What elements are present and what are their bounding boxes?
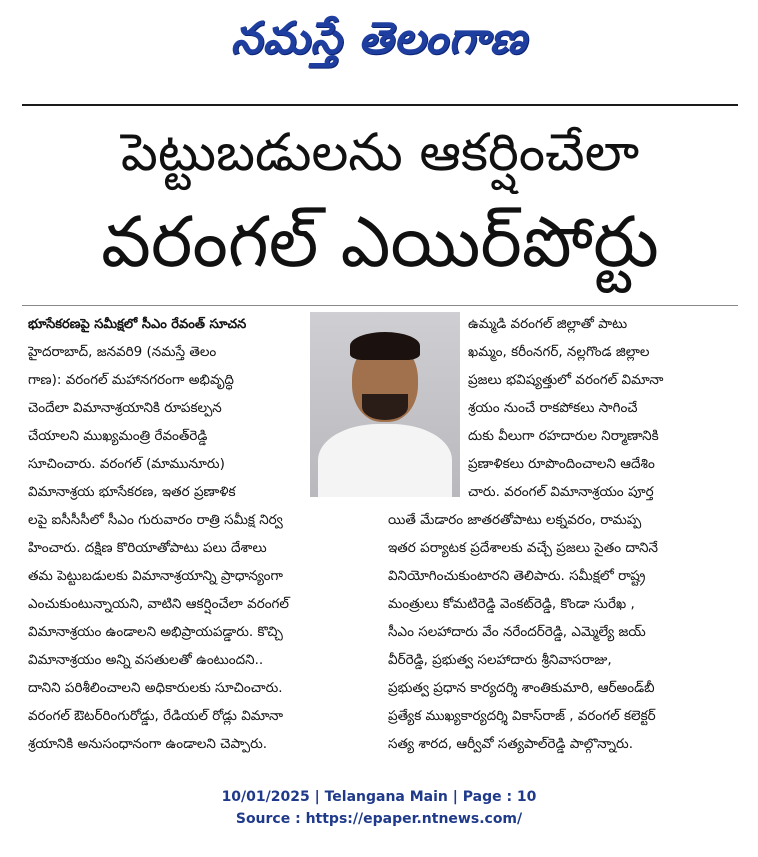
article-column-right <box>388 506 730 758</box>
text-line: లపై ఐసీసీసీలో సీఎం గురువారం రాత్రి సమీక్ష నిర్వ <box>28 512 283 528</box>
text-line: ప్రజలు భవిష్యత్తులో వరంగల్ విమానా <box>468 372 664 388</box>
text-line: చెందేలా విమానాశ్రయానికి రూపకల్పన <box>28 400 222 416</box>
newspaper-logo: నమస్తే తెలంగాణ <box>230 13 528 64</box>
subheading: భూసేకరణపై సమీక్షలో సీఎం రేవంత్ సూచన <box>28 317 247 332</box>
photo-shirt <box>318 424 452 497</box>
text-line: ఇతర పర్యాటక ప్రదేశాలకు వచ్చే ప్రజలు సైతం దానినే <box>388 540 658 556</box>
headline-line-2: వరంగల్ ఎయిర్‌పోర్టు <box>101 201 659 283</box>
text-line: శ్రయానికి అనుసంధానంగా ఉండాలని చెప్పారు. <box>28 736 268 752</box>
text-line: ప్రత్యేక ముఖ్యకార్యదర్శి వికాస్‌రాజ్ , వరంగల్ కలెక్టర్ <box>388 708 656 724</box>
text-line: ఖమ్మం, కరీంనగర్, నల్లగొండ జిల్లాల <box>468 344 650 360</box>
source-link[interactable]: Source : https://epaper.ntnews.com/ <box>235 811 523 827</box>
text-line: సూచించారు. వరంగల్ (మామునూరు) <box>28 456 225 472</box>
text-line: వినియోగించుకుంటారని తెలిపారు. సమీక్షలో రాష్ట్ర <box>388 568 646 584</box>
text-line: సత్య శారద, ఆర్వీవో సత్యపాల్‌రెడ్డి పాల్గొన్నారు. <box>388 736 634 752</box>
text-line: ఉమ్మడి వరంగల్ జిల్లాతో పాటు <box>468 316 628 332</box>
text-line: ప్రణాళికలు రూపొందించాలని ఆదేశిం <box>468 456 655 472</box>
masthead <box>0 0 758 78</box>
article-column-left-top <box>28 338 306 506</box>
text-line: మంత్రులు కోమటిరెడ్డి వెంకట్‌రెడ్డి, కొండా సురేఖ , <box>388 596 635 612</box>
text-line: శ్రయం నుంచే రాకపోకలు సాగించే <box>468 400 638 416</box>
text-line: చారు. వరంగల్ విమానాశ్రయం పూర్త <box>468 484 654 500</box>
article-column-left <box>28 506 376 758</box>
text-line: తమ పెట్టుబడులకు విమానాశ్రయాన్ని ప్రాధాన్యంగా <box>28 568 283 584</box>
photo-hair <box>350 332 420 360</box>
divider <box>22 305 738 306</box>
text-line: గాణ): వరంగల్ మహానగరంగా అభివృద్ధి <box>28 372 234 388</box>
text-line: హించారు. దక్షిణ కొరియాతోపాటు పలు దేశాలు <box>28 540 267 556</box>
text-line: హైదరాబాద్, జనవరి9 (నమస్తే తెలం <box>28 344 217 360</box>
text-line: చేయాలని ముఖ్యమంత్రి రేవంత్‌రెడ్డి <box>28 428 208 444</box>
footer <box>0 786 758 830</box>
text-line: విమానాశ్రయం ఉండాలని అభిప్రాయపడ్డారు. కొచ్చి <box>28 624 283 640</box>
text-line: విమానాశ్రయ భూసేకరణ, ఇతర ప్రణాళిక <box>28 484 236 500</box>
text-line: ప్రభుత్వ ప్రధాన కార్యదర్శి శాంతికుమారి, ఆర్‌అండ్‌బీ <box>388 680 655 696</box>
text-line: దుకు వీలుగా రహదారుల నిర్మాణానికి <box>468 428 659 444</box>
portrait-photo <box>310 312 460 497</box>
text-line: విమానాశ్రయం అన్ని వసతులతో ఉంటుందని.. <box>28 652 264 668</box>
text-line: వీర్‌రెడ్డి, ప్రభుత్వ సలహాదారు శ్రీనివాసరాజు, <box>388 652 612 668</box>
text-line: ఎంచుకుంటున్నాయని, వాటిని ఆకర్షించేలా వరంగల్ <box>28 596 290 612</box>
text-line: వరంగల్ ఔటర్‌రింగురోడ్డు, రేడియల్ రోడ్లు విమానా <box>28 708 284 724</box>
photo-beard <box>362 394 408 420</box>
text-line: యితే మేడారం జాతరతోపాటు లక్నవరం, రామప్ప <box>388 512 642 528</box>
article-column-right-top <box>468 310 730 506</box>
divider <box>22 104 738 106</box>
text-line: సీఎం సలహాదారు వేం నరేందర్‌రెడ్డి, ఎమ్మెల్యే జయ్ <box>388 624 646 640</box>
text-line: దానిని పరిశీలించాలని అధికారులకు సూచించారు. <box>28 680 283 696</box>
publication-info: 10/01/2025 | Telangana Main | Page : 10 <box>221 789 537 805</box>
headline-line-1: పెట్టుబడులను ఆకర్షించేలా <box>120 123 640 183</box>
